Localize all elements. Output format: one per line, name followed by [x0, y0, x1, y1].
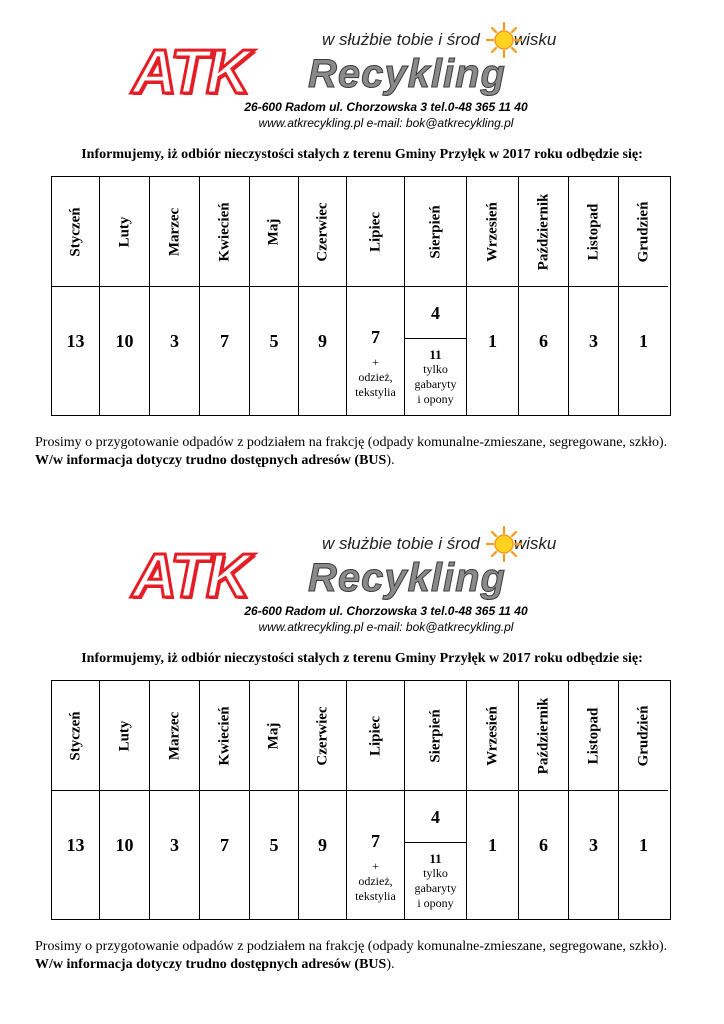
month-column	[569, 681, 619, 919]
footer-note	[35, 938, 715, 974]
bulky-note-2: gabaryty	[414, 377, 457, 391]
month-column	[100, 177, 150, 415]
bulky-day-number: 11	[429, 851, 442, 866]
month-label: Wrzesień	[484, 706, 500, 766]
company-contact: www.atkrecykling.pl e-mail: bok@atkrecykling.pl	[258, 620, 514, 634]
company-logo	[132, 518, 572, 612]
note-plus: +	[372, 355, 379, 369]
month-label: Marzec	[166, 207, 182, 257]
company-address: 26-600 Radom ul. Chorzowska 3 tel.0-48 365 11 40	[244, 604, 528, 618]
day-cell	[467, 791, 518, 919]
day-cell	[52, 287, 99, 415]
day-cell	[347, 287, 404, 415]
month-label: Maj	[265, 218, 282, 246]
company-address: 26-600 Radom ul. Chorzowska 3 tel.0-48 365 11 40	[244, 100, 528, 114]
day-number: 5	[269, 331, 279, 351]
company-logo	[132, 14, 572, 108]
month-header	[250, 681, 298, 791]
day-cell	[405, 791, 466, 919]
month-header	[150, 177, 199, 287]
logo-slogan: w służbie tobie i środ wisku	[322, 30, 557, 49]
logo-recykling-text: Recykling	[308, 556, 506, 600]
month-header	[150, 681, 199, 791]
bulky-note-2: gabaryty	[414, 881, 457, 895]
intro-text: Informujemy, iż odbiór nieczystości stałych z terenu Gminy Przyłęk w 2017 roku odbędzie się:	[81, 147, 643, 162]
company-contact: www.atkrecykling.pl e-mail: bok@atkrecykling.pl	[258, 116, 514, 130]
textiles-note	[347, 859, 404, 904]
day-cell	[405, 287, 466, 415]
month-label: Wrzesień	[484, 202, 500, 262]
day-cell	[250, 791, 298, 919]
day-number: 9	[318, 331, 327, 351]
month-column	[405, 177, 467, 415]
day-cell	[347, 791, 404, 919]
month-column	[569, 177, 619, 415]
month-header	[619, 681, 668, 791]
day-cell-top	[405, 287, 466, 339]
month-column	[467, 681, 519, 919]
day-number: 5	[269, 835, 279, 855]
month-column	[150, 681, 200, 919]
month-column	[347, 177, 405, 415]
day-number: 6	[539, 835, 548, 855]
note-line-2: tekstylia	[355, 385, 396, 399]
month-column	[200, 681, 250, 919]
day-cell	[519, 791, 568, 919]
month-header	[100, 177, 149, 287]
day-number: 3	[589, 331, 598, 351]
month-label: Maj	[265, 722, 282, 750]
day-number: 1	[488, 835, 497, 855]
month-column	[100, 681, 150, 919]
day-cell	[200, 287, 249, 415]
month-column	[519, 177, 569, 415]
month-label: Grudzień	[635, 201, 651, 263]
footer-line-2: W/w informacja dotyczy trudno dostępnych adresów (BUS).	[35, 957, 395, 972]
month-column	[52, 177, 100, 415]
note-line-2: tekstylia	[355, 889, 396, 903]
day-number: 6	[539, 331, 548, 351]
day-number: 1	[639, 331, 648, 351]
day-number: 1	[639, 835, 648, 855]
bulky-day-number: 11	[429, 347, 442, 362]
month-header	[52, 177, 99, 287]
month-column	[299, 681, 347, 919]
month-header	[347, 681, 404, 791]
bulky-waste-cell	[405, 339, 466, 415]
month-column	[619, 177, 668, 415]
intro-text: Informujemy, iż odbiór nieczystości stałych z terenu Gminy Przyłęk w 2017 roku odbędzie się:	[81, 651, 643, 666]
month-column	[250, 177, 299, 415]
month-header	[569, 681, 618, 791]
month-header	[405, 177, 466, 287]
month-header	[250, 177, 298, 287]
month-header	[519, 681, 568, 791]
day-number: 13	[66, 331, 85, 351]
day-number: 3	[170, 331, 179, 351]
month-column	[405, 681, 467, 919]
month-label: Styczeń	[67, 207, 83, 257]
month-column	[150, 177, 200, 415]
month-label: Kwiecień	[216, 706, 232, 766]
sun-icon	[486, 526, 522, 562]
month-label: Luty	[116, 720, 132, 752]
month-label: Czerwiec	[314, 202, 330, 262]
month-header	[405, 681, 466, 791]
month-header	[467, 177, 518, 287]
day-cell	[250, 287, 298, 415]
month-column	[299, 177, 347, 415]
textiles-note	[347, 355, 404, 400]
day-cell	[299, 287, 346, 415]
day-cell	[519, 287, 568, 415]
month-header	[200, 177, 249, 287]
day-number: 10	[115, 835, 134, 855]
day-number: 7	[371, 327, 380, 347]
logo-recykling-text: Recykling	[308, 52, 506, 96]
month-header	[299, 681, 346, 791]
month-label: Listopad	[585, 707, 601, 765]
note-plus: +	[372, 859, 379, 873]
month-label: Styczeń	[67, 711, 83, 761]
bulky-waste-cell	[405, 843, 466, 919]
month-column	[200, 177, 250, 415]
month-label: Grudzień	[635, 705, 651, 767]
month-header	[569, 177, 618, 287]
day-cell	[200, 791, 249, 919]
month-header	[467, 681, 518, 791]
day-cell	[619, 287, 668, 415]
day-cell-top	[405, 791, 466, 843]
footer-line-2: W/w informacja dotyczy trudno dostępnych adresów (BUS).	[35, 453, 395, 468]
day-number: 3	[589, 835, 598, 855]
month-label: Czerwiec	[314, 706, 330, 766]
month-column	[347, 681, 405, 919]
day-cell	[569, 287, 618, 415]
footer-line-1: Prosimy o przygotowanie odpadów z podziałem na frakcję (odpady komunalne-zmieszane, segregowane, szkło).	[35, 435, 668, 450]
month-column	[519, 681, 569, 919]
bulky-note-3: i opony	[417, 896, 454, 910]
month-label: Sierpień	[427, 709, 443, 763]
bulky-note-1: tylko	[423, 866, 448, 880]
footer-note	[35, 434, 715, 470]
day-cell	[100, 791, 149, 919]
logo-atk-text: ATK	[132, 38, 249, 107]
month-header	[200, 681, 249, 791]
month-header	[299, 177, 346, 287]
day-number: 9	[318, 835, 327, 855]
month-header	[347, 177, 404, 287]
month-label: Kwiecień	[216, 202, 232, 262]
schedule-table	[51, 176, 671, 416]
month-header	[52, 681, 99, 791]
schedule-table	[51, 680, 671, 920]
month-label: Lipiec	[367, 212, 383, 252]
day-number: 4	[431, 807, 440, 827]
month-label: Listopad	[585, 203, 601, 261]
day-cell	[619, 791, 668, 919]
month-label: Październik	[535, 193, 551, 271]
logo-slogan: w służbie tobie i środ wisku	[322, 534, 557, 553]
day-number: 10	[115, 331, 134, 351]
month-header	[100, 681, 149, 791]
month-column	[52, 681, 100, 919]
day-cell	[150, 791, 199, 919]
month-label: Sierpień	[427, 205, 443, 259]
month-column	[619, 681, 668, 919]
day-number: 7	[371, 831, 380, 851]
note-line-1: odzież,	[358, 370, 393, 384]
month-label: Luty	[116, 216, 132, 248]
day-cell	[150, 287, 199, 415]
day-number: 3	[170, 835, 179, 855]
sun-icon	[486, 22, 522, 58]
day-cell	[52, 791, 99, 919]
month-label: Październik	[535, 697, 551, 775]
logo-atk-text: ATK	[132, 542, 249, 611]
bulky-note-3: i opony	[417, 392, 454, 406]
day-number: 1	[488, 331, 497, 351]
month-header	[619, 177, 668, 287]
bulky-note-1: tylko	[423, 362, 448, 376]
month-column	[250, 681, 299, 919]
day-number: 13	[66, 835, 85, 855]
day-number: 7	[220, 331, 229, 351]
month-label: Lipiec	[367, 716, 383, 756]
day-cell	[299, 791, 346, 919]
day-number: 4	[431, 303, 440, 323]
day-cell	[569, 791, 618, 919]
day-cell	[100, 287, 149, 415]
month-header	[519, 177, 568, 287]
month-column	[467, 177, 519, 415]
day-cell	[467, 287, 518, 415]
footer-line-1: Prosimy o przygotowanie odpadów z podziałem na frakcję (odpady komunalne-zmieszane, segregowane, szkło).	[35, 939, 668, 954]
note-line-1: odzież,	[358, 874, 393, 888]
day-number: 7	[220, 835, 229, 855]
month-label: Marzec	[166, 711, 182, 761]
